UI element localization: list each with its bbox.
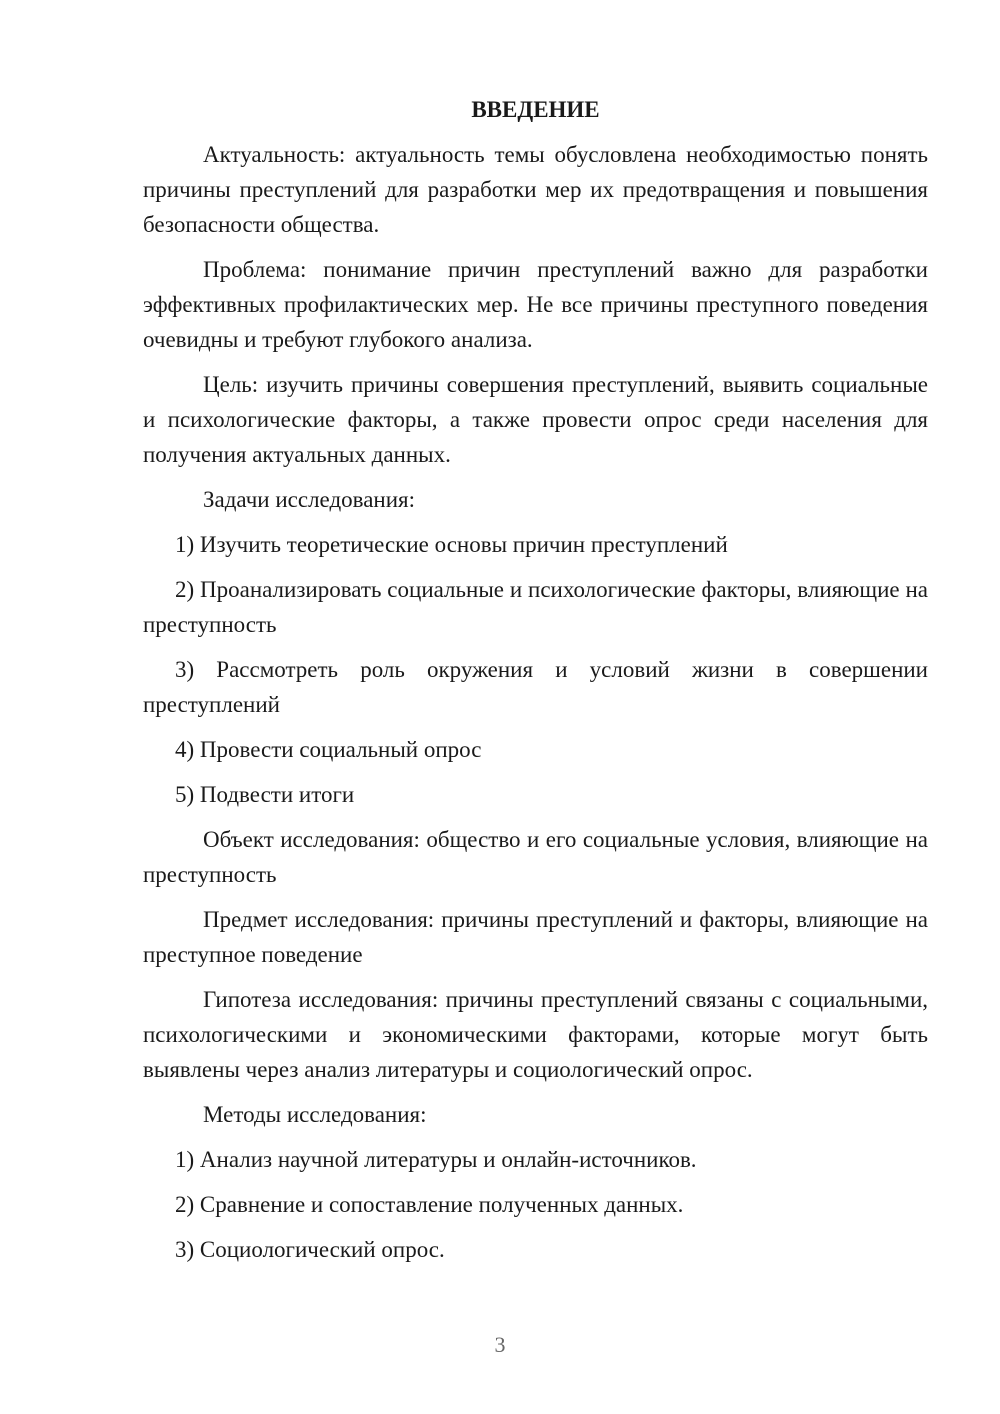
method-item-3: 3) Социологический опрос. [175,1237,445,1262]
goal-paragraph: Цель: изучить причины совершения преступлений, выявить социальные и психологические факторы, а также провести опрос среди населения для получения актуальных данных. [143,372,928,467]
page-title: ВВЕДЕНИЕ [471,97,600,122]
tasks-heading: Задачи исследования: [203,487,416,512]
task-item-3: 3) Рассмотреть роль окружения и условий жизни в совершении преступлений [143,657,928,717]
object-paragraph: Объект исследования: общество и его социальные условия, влияющие на преступность [143,827,928,887]
task-item-1: 1) Изучить теоретические основы причин преступлений [175,532,728,557]
task-item-5: 5) Подвести итоги [175,782,355,807]
page-number: 3 [494,1332,506,1357]
method-item-2: 2) Сравнение и сопоставление полученных данных. [175,1192,684,1217]
method-item-1: 1) Анализ научной литературы и онлайн-источников. [175,1147,697,1172]
methods-heading: Методы исследования: [203,1102,427,1127]
problem-paragraph: Проблема: понимание причин преступлений важно для разработки эффективных профилактических мер. Не все причины преступного поведения очевидны и требуют глубокого анализа. [143,257,928,352]
task-item-4: 4) Провести социальный опрос [175,737,482,762]
subject-paragraph: Предмет исследования: причины преступлений и факторы, влияющие на преступное поведение [143,907,928,967]
task-item-2: 2) Проанализировать социальные и психологические факторы, влияющие на преступность [143,577,928,637]
relevance-paragraph: Актуальность: актуальность темы обусловлена необходимостью понять причины преступлений для разработки мер их предотвращения и повышения безопасности общества. [143,142,928,237]
hypothesis-paragraph: Гипотеза исследования: причины преступлений связаны с социальными, психологическими и экономическими факторами, которые могут быть выявлены через анализ литературы и социологический опрос. [143,987,928,1082]
page-content [143,92,928,1277]
